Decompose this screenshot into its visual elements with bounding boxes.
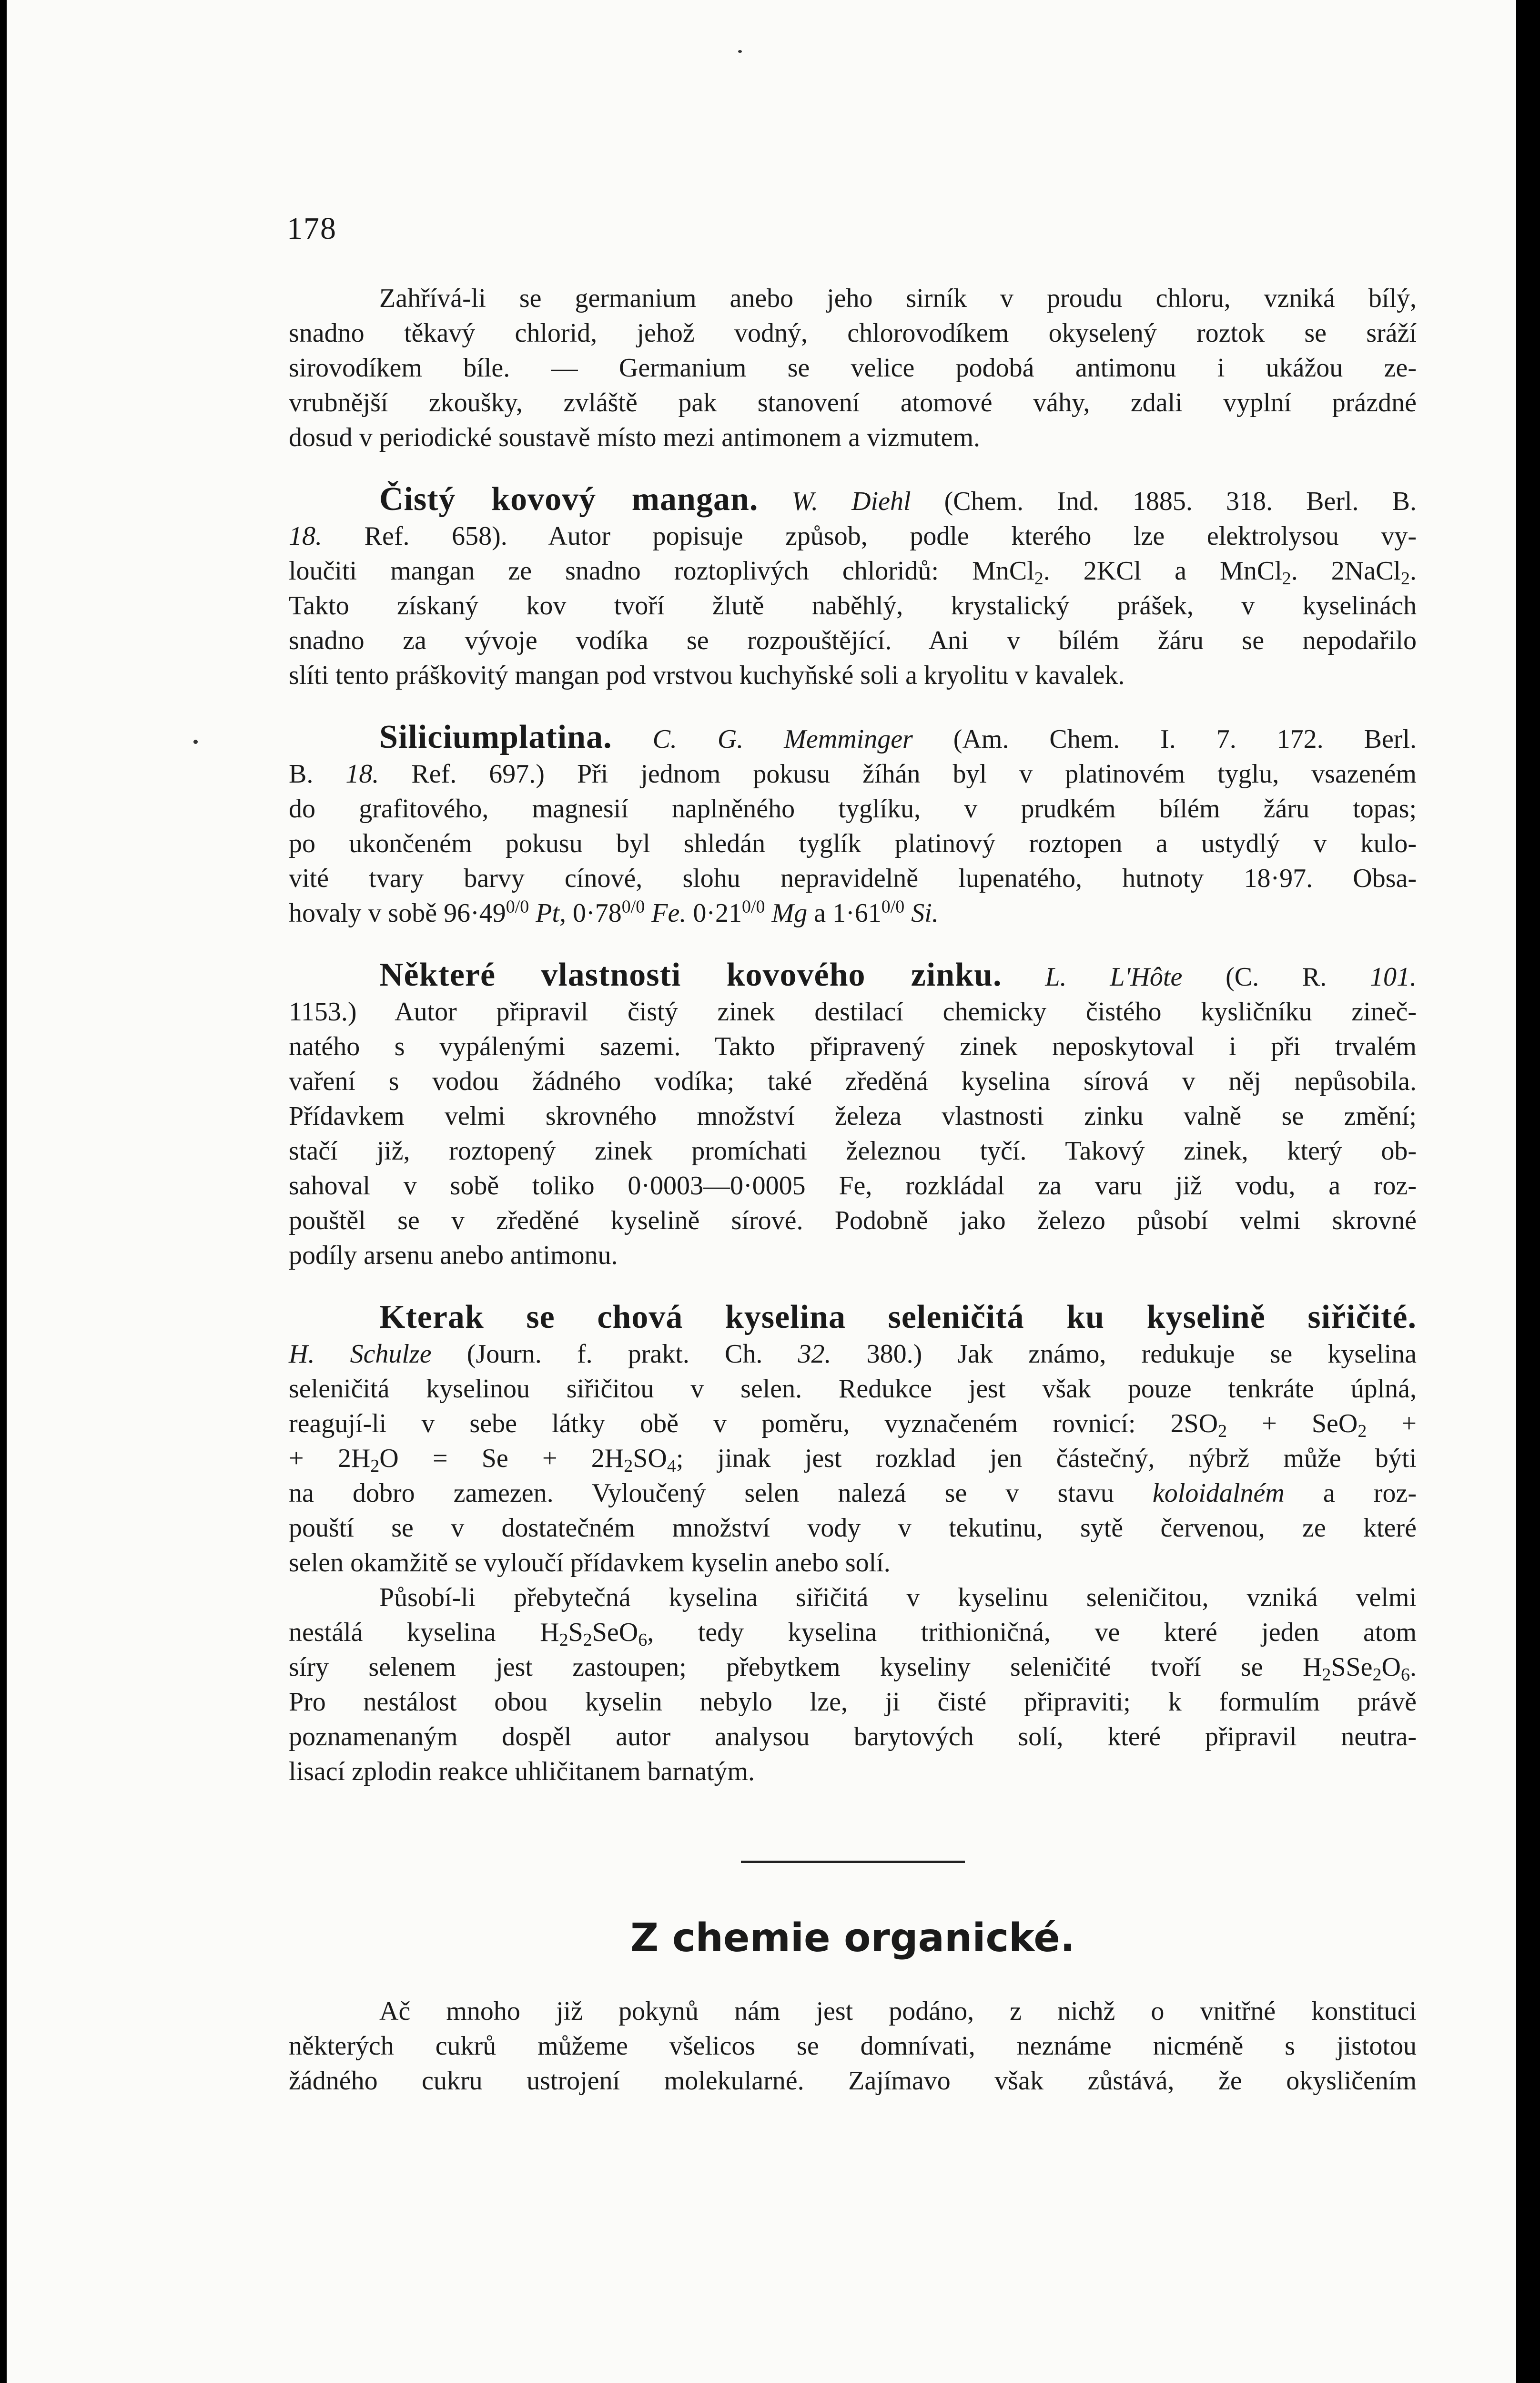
print-speck (738, 50, 742, 53)
text-line: 1153.) Autor připravil čistý zinek destilací chemicky čistého kysličníku zineč- (289, 997, 1417, 1027)
article-author: L. L'Hôte (1045, 962, 1183, 992)
section-divider (741, 1861, 965, 1863)
text-line: B. 18. Ref. 697.) Při jednom pokusu žíhán byl v platinovém tyglu, vsazeném (289, 759, 1417, 789)
article-author: C. G. Memminger (652, 724, 913, 754)
print-speck (193, 740, 198, 744)
text-line: snadno za vývoje vodíka se rozpouštějící. Ani v bílém žáru se nepodařilo (289, 626, 1417, 655)
text-line: vrubnější zkoušky, zvláště pak stanovení atomové váhy, zdali vyplní prázdné (289, 388, 1417, 418)
text-line: Přídavkem velmi skrovného množství železa vlastnosti zinku valně se změní; (289, 1101, 1417, 1131)
page-number: 178 (287, 211, 337, 246)
article-title: Kterak se chová kyselina seleničitá ku kyselině siřičité. (379, 1299, 1417, 1335)
equation-line: reagují-li v sebe látky obě v poměru, vyznačeném rovnicí: $2SO_2 + SeO_2$ + (289, 1409, 1417, 1441)
text-line: po ukončeném pokusu byl shledán tyglík platinový roztopen a ustydlý v kulo- (289, 829, 1417, 858)
article-reference: (Am. Chem. I. 7. 172. Berl. (953, 724, 1417, 754)
text-line: žádného cukru ustrojení molekularné. Zajímavo však zůstává, že okysličením (289, 2066, 1417, 2096)
section-title: Z chemie organické. (630, 1915, 1075, 1961)
text-line: Takto získaný kov tvoří žlutě naběhlý, krystalický prášek, v kyselinách (289, 591, 1417, 621)
article-selenicita (289, 1300, 1417, 1789)
paragraph-organic (289, 1994, 1417, 2098)
text-line: selen okamžitě se vyloučí přídavkem kyselin anebo solí. (289, 1548, 891, 1578)
text-line: dosud v periodické soustavě místo mezi antimonem a vizmutem. (289, 423, 981, 452)
text-line: H. Schulze (Journ. f. prakt. Ch. 32. 380.) Jak známo, redukuje se kyselina (289, 1339, 1417, 1369)
formula-line: síry selenem jest zastoupen; přebytkem kyseliny seleničité tvoří se $H_2SSe_2O_6$. (289, 1652, 1417, 1685)
equation-line: + $2H_2O = Se + 2H_2SO_4$; jinak jest rozklad jen částečný, nýbrž může býti (289, 1444, 1417, 1476)
article-reference: (C. R. (1226, 962, 1327, 992)
text-line: Pro nestálost obou kyselin nebylo lze, ji čisté připraviti; k formulím právě (289, 1687, 1417, 1717)
text-line: slíti tento práškovitý mangan pod vrstvou kuchyňské soli a kryolitu v kavalek. (289, 661, 1125, 690)
article-reference: (Chem. Ind. 1885. 318. Berl. B. (944, 487, 1417, 516)
article-title: Čistý kovový mangan. (379, 481, 759, 518)
article-reference: (Journ. f. prakt. Ch. (466, 1339, 763, 1369)
text-line: vaření s vodou žádného vodíka; také zředěná kyselina sírová v něj nepůsobila. (289, 1067, 1417, 1096)
article-siliciumplatina (289, 720, 1417, 931)
text-line: pouští se v dostatečném množství vody v tekutinu, sytě červenou, ze které (289, 1513, 1417, 1543)
text-line: natého s vypálenými sazemi. Takto připravený zinek neposkytoval i při trvalém (289, 1032, 1417, 1061)
text-line: Působí-li přebytečná kyselina siřičitá v kyselinu seleničitou, vzniká velmi (379, 1583, 1417, 1612)
volume-number: 18. (289, 521, 322, 551)
paragraph-germanium (289, 281, 1417, 455)
text-line: na dobro zamezen. Vyloučený selen nalezá se v stavu koloidalném a roz- (289, 1478, 1417, 1508)
article-author: W. Diehl (791, 487, 911, 516)
text-line: vité tvary barvy cínové, slohu nepravidelně lupenatého, hutnoty 18·97. Obsa- (289, 864, 1417, 893)
text-line: seleničitá kyselinou siřičitou v selen. Redukce jest však pouze tenkráte úplná, (289, 1374, 1417, 1404)
article-heading-line (289, 720, 1417, 757)
article-title: Siliciumplatina. (379, 719, 612, 755)
text-line: loučiti mangan ze snadno roztoplivých chloridů: MnCl$_2$. 2KCl a MnCl$_2$. 2NaCl$_2$. (289, 556, 1417, 589)
article-zinek (289, 957, 1417, 1273)
text-line: snadno těkavý chlorid, jehož vodný, chlorovodíkem okyselený roztok se sráží (289, 318, 1417, 348)
text-line: Ač mnoho již pokynů nám jest podáno, z nichž o vnitřné konstituci (379, 1996, 1417, 2026)
text-line: sahoval v sobě toliko 0·0003—0·0005 Fe, rozkládal za varu již vodu, a roz- (289, 1171, 1417, 1201)
volume-number: 32. (798, 1339, 831, 1369)
article-author: H. Schulze (289, 1339, 432, 1369)
article-heading-line (289, 1300, 1417, 1337)
text-line: Zahřívá-li se germanium anebo jeho sirník v proudu chloru, vzniká bílý, (379, 284, 1417, 313)
volume-number: 101. (1370, 962, 1417, 992)
article-mangan (289, 482, 1417, 693)
text-line: lisací zplodin reakce uhličitanem barnatým. (289, 1757, 755, 1786)
text-line: podíly arsenu anebo antimonu. (289, 1241, 618, 1270)
text-line: sirovodíkem bíle. — Germanium se velice podobá antimonu i ukážou ze- (289, 353, 1417, 383)
page-content (289, 281, 1417, 2098)
article-heading-line (289, 957, 1417, 995)
article-title: Některé vlastnosti kovového zinku. (379, 957, 1002, 993)
text-line: pouštěl se v zředěné kyselině sírové. Podobně jako železo působí velmi skrovné (289, 1206, 1417, 1235)
text-line: poznamenaným dospěl autor analysou barytových solí, které připravil neutra- (289, 1722, 1417, 1752)
volume-number: 18. (345, 759, 379, 789)
formula-line: nestálá kyselina $H_2S_2SeO_6$, tedy kyselina trithioničná, ve které jeden atom (289, 1618, 1417, 1650)
text-line: stačí již, roztopený zinek promíchati železnou tyčí. Takový zinek, který ob- (289, 1136, 1417, 1166)
text-line: hovaly v sobě $96\cdot 49^{0/0}$ Pt, $0\cdot 78^{0/0}$ Fe. $0\cdot 21^{0/0}$ Mg a $1\cdot 61^{0/0}$ Si. (289, 896, 939, 928)
article-heading-line (289, 482, 1417, 519)
page-sheet (7, 0, 1516, 2383)
text-line: 18. Ref. 658). Autor popisuje způsob, podle kterého lze elektrolysou vy- (289, 521, 1417, 551)
text-line: do grafitového, magnesií naplněného tyglíku, v prudkém bílém žáru topas; (289, 794, 1417, 824)
text-line: některých cukrů můžeme všelicos se domnívati, neznáme nicméně s jistotou (289, 2031, 1417, 2061)
